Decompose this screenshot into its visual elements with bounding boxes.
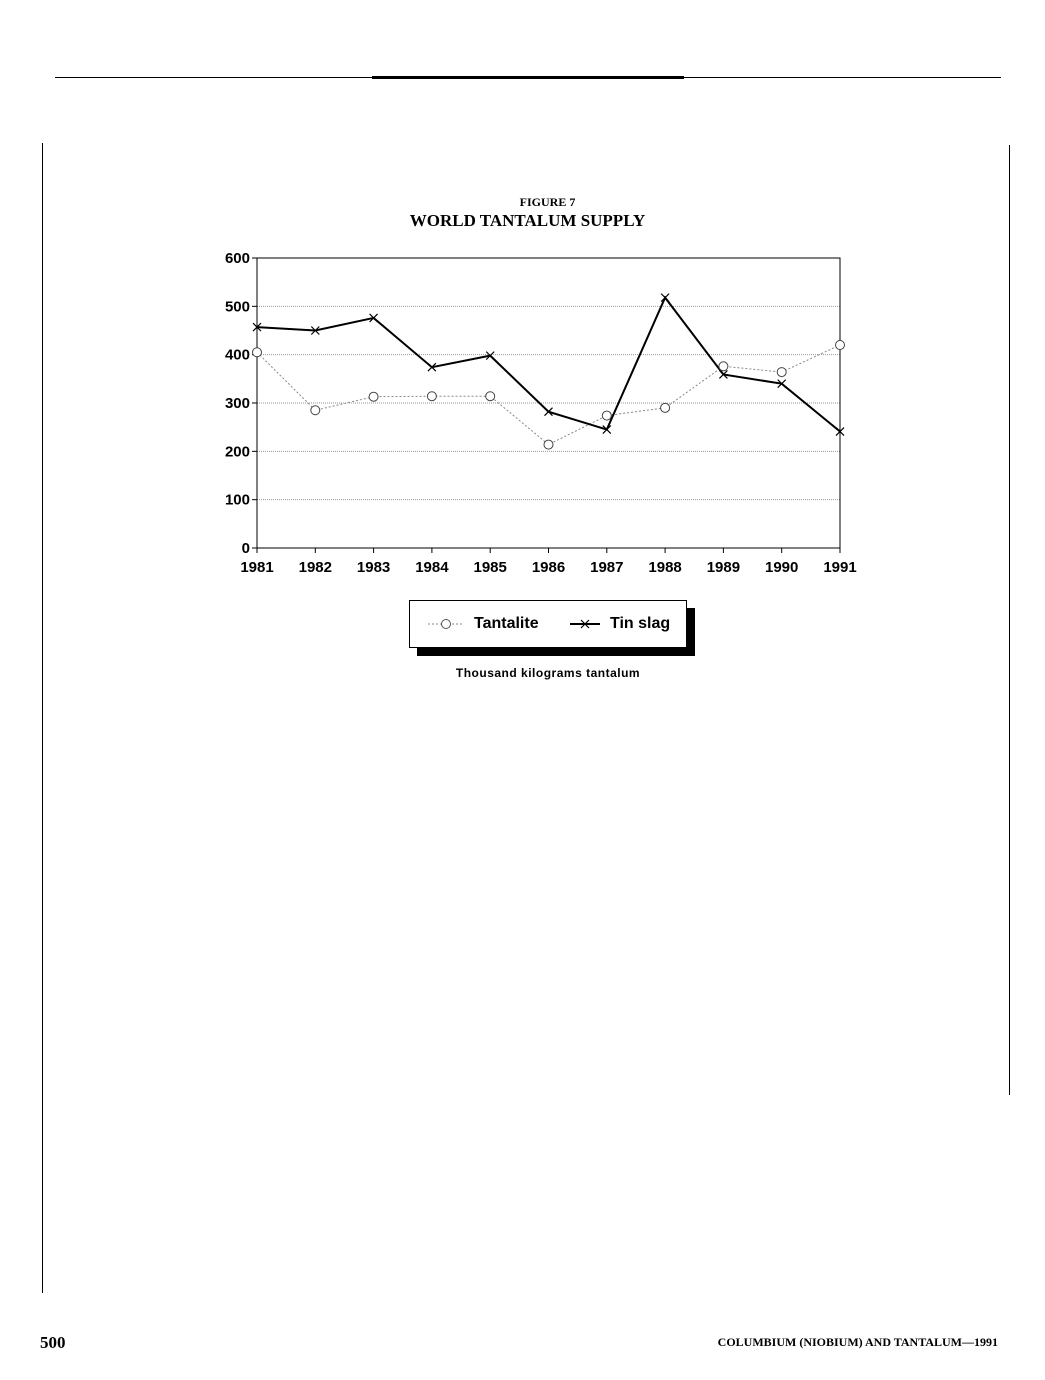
legend-item-tin-slag [568, 601, 670, 647]
y-tick-label: 600 [224, 250, 250, 267]
chart-legend [409, 600, 687, 648]
y-tick-label: 400 [224, 346, 250, 364]
x-tick-label: 1991 [823, 559, 857, 576]
y-tick-label: 100 [224, 491, 250, 509]
tantalite-point [719, 362, 728, 371]
tantalite-point [777, 368, 786, 377]
y-axis-ticks [225, 250, 257, 557]
x-tick-label: 1990 [765, 559, 799, 576]
tin-slag-legend-icon [568, 617, 602, 631]
x-tick-label: 1989 [706, 559, 741, 576]
line-chart [0, 0, 1045, 600]
tantalite-point [836, 341, 845, 350]
y-axis-unit-caption: Thousand kilograms tantalum [455, 666, 641, 680]
x-tick-label: 1983 [356, 559, 391, 576]
x-axis-ticks [240, 548, 856, 576]
x-tick-label: 1987 [590, 559, 624, 576]
tantalite-point [661, 403, 670, 412]
page-number: 500 [40, 1333, 66, 1352]
y-tick-label: 0 [241, 540, 250, 557]
x-tick-label: 1986 [531, 559, 566, 576]
tantalite-point [369, 392, 378, 401]
figure-title: WORLD TANTALUM SUPPLY [409, 211, 646, 230]
tantalite-point [486, 392, 495, 401]
x-tick-label: 1988 [648, 559, 682, 576]
tantalite-point [253, 348, 262, 357]
tantalite-line [257, 345, 840, 445]
figure-label: FIGURE 7 [519, 195, 576, 209]
tin-slag-point [661, 294, 669, 302]
y-tick-label: 300 [224, 395, 250, 412]
y-tick-label: 200 [224, 443, 250, 461]
legend-item-tantalite [426, 601, 539, 647]
series-markers [253, 294, 845, 449]
running-head: COLUMBIUM (NIOBIUM) AND TANTALUM—1991 [717, 1335, 998, 1349]
tantalite-point [311, 406, 320, 415]
tin-slag-legend-label: Tin slag [610, 615, 671, 632]
x-tick-label: 1981 [240, 559, 274, 576]
series-lines [257, 298, 840, 445]
x-tick-label: 1982 [298, 559, 332, 576]
x-tick-label: 1984 [415, 559, 449, 576]
tantalite-legend-icon [426, 617, 466, 631]
x-tick-label: 1985 [473, 559, 507, 576]
tantalite-point [544, 440, 553, 449]
y-tick-label: 500 [224, 298, 250, 316]
tantalite-legend-label: Tantalite [474, 615, 539, 632]
tantalite-point [427, 392, 436, 401]
tantalite-point [602, 411, 611, 420]
